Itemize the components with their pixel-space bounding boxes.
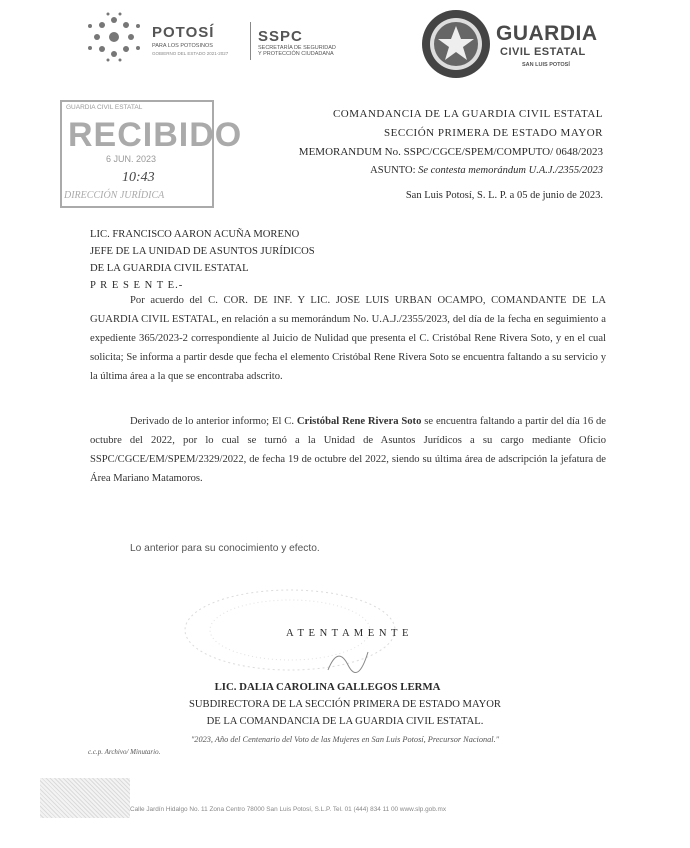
signature-mark — [318, 640, 378, 680]
received-stamp — [60, 100, 243, 208]
heading-line1: COMANDANCIA DE LA GUARDIA CIVIL ESTATAL — [332, 108, 603, 120]
potosi-emblem-icon — [80, 12, 148, 62]
footer-graphic — [40, 778, 130, 818]
body-p2-name: Cristóbal Rene Rivera Soto — [296, 416, 422, 427]
stamp-time: 10:43 — [122, 170, 155, 185]
stamp-dept: DIRECCIÓN JURÍDICA — [64, 190, 165, 201]
guardia-logo — [420, 8, 620, 82]
sspc-name: SSPC — [258, 28, 303, 45]
body-paragraph-3: Lo anterior para su conocimiento y efecto. — [130, 543, 320, 554]
guardia-line3: SAN LUIS POTOSÍ — [522, 62, 570, 68]
official-motto: "2023, Año del Centenario del Voto de las Mujeres en San Luis Potosí, Precursor Nacional." — [190, 735, 500, 744]
memo-number-line — [299, 146, 603, 158]
body-paragraph-2 — [90, 412, 606, 488]
guardia-name: GUARDIA — [496, 22, 598, 45]
heading-line2: SECCIÓN PRIMERA DE ESTADO MAYOR — [384, 127, 603, 139]
memo-number: SSPC/CGCE/SPEM/COMPUTO/ 0648/2023 — [403, 146, 603, 158]
closing-atentamente: A T E N T A M E N T E — [286, 628, 410, 639]
guardia-line2: CIVIL ESTATAL — [500, 46, 586, 58]
signer-title-1: SUBDIRECTORA DE LA SECCIÓN PRIMERA DE ESTADO MAYOR — [188, 699, 501, 710]
recipient-title: JEFE DE LA UNIDAD DE ASUNTOS JURÍDICOS — [90, 246, 315, 257]
ccp-line: c.c.p. Archivo/ Minutario. — [88, 748, 161, 756]
potosi-logo — [80, 12, 250, 62]
recipient-block — [90, 226, 315, 294]
signer-title-2: DE LA COMANDANCIA DE LA GUARDIA CIVIL ESTATAL. — [206, 716, 484, 727]
sspc-line2: Y PROTECCIÓN CIUDADANA — [258, 51, 334, 57]
body-p2-start: Derivado de lo anterior informo; El C. — [130, 416, 297, 427]
stamp-date: 6 JUN. 2023 — [106, 154, 157, 164]
recipient-presente: P R E S E N T E.- — [90, 280, 184, 291]
sspc-logo — [258, 28, 378, 68]
potosi-sub: GOBIERNO DEL ESTADO 2021-2027 — [152, 51, 229, 56]
guardia-seal-icon — [420, 8, 492, 80]
potosi-name: POTOSÍ — [152, 24, 215, 41]
memo-label: MEMORANDUM No. — [298, 146, 401, 158]
signer-name: LIC. DALIA CAROLINA GALLEGOS LERMA — [214, 681, 441, 693]
place-date: San Luis Potosí, S. L. P. a 05 de junio de 2023. — [405, 190, 603, 201]
body-paragraph-1: Por acuerdo del C. COR. DE INF. Y LIC. JOSE LUIS URBAN OCAMPO, COMANDANTE DE LA GUARDIA CIVIL ESTATAL, en relación a su memorándum No. U.A.J./2355/2023, del día de la fecha en seguimiento a expediente 365/2023-2 correspondiente al Juicio de Nulidad que presenta el C. Cristóbal Rene Rivera Soto, y en el cual solicita; Se informa a partir desde que fecha el elemento Cristóbal Rene Rivera Soto se encuentra faltando a su servicio y la última área a la que se encontraba adscrito. — [90, 295, 606, 382]
stamp-word: RECIBIDO — [68, 116, 243, 154]
potosi-tagline: PARA LOS POTOSINOS — [152, 43, 213, 49]
recipient-name: LIC. FRANCISCO AARON ACUÑA MORENO — [90, 229, 300, 240]
recipient-org: DE LA GUARDIA CIVIL ESTATAL — [90, 263, 249, 274]
footer-address: Calle Jardín Hidalgo No. 11 Zona Centro 78000 San Luis Potosí, S.L.P. Tel. 01 (444) 834 11 00 www.slp.gob.mx — [130, 806, 447, 813]
subject-label: ASUNTO: — [370, 165, 416, 176]
body-p2-rest: se encuentra faltando a partir del día 16 de octubre del 2022, por lo cual se turnó a la Unidad de Asuntos Jurídicos a su cargo mediante Oficio SSPC/CGCE/EM/SPEM/2329/2022, de fecha 19 de octubre del 2022, siendo su última área de adscripción la jefatura de Área Mariano Matamoros. — [90, 416, 606, 484]
subject-text: Se contesta memorándum U.A.J./2355/2023 — [418, 165, 603, 176]
stamp-top: GUARDIA CIVIL ESTATAL — [66, 104, 143, 111]
header-divider — [250, 22, 251, 60]
subject-line — [370, 165, 603, 176]
sspc-line1: SECRETARÍA DE SEGURIDAD — [258, 45, 336, 51]
